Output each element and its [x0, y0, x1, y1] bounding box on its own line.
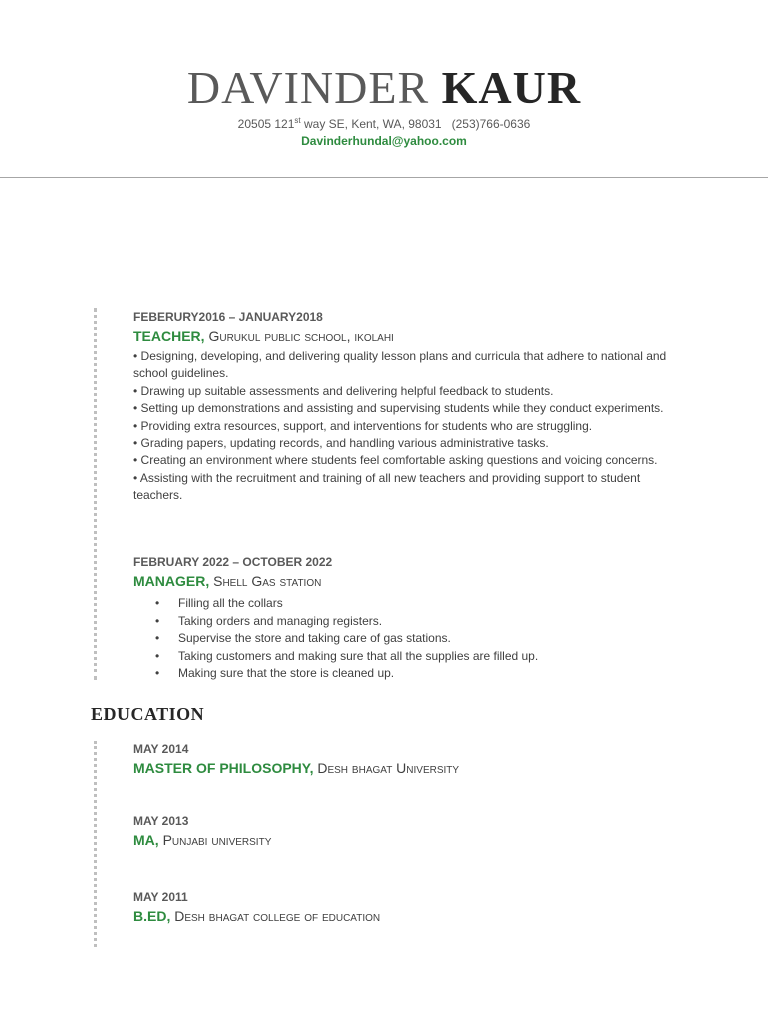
duty-text: Making sure that the store is cleaned up. [178, 666, 395, 681]
education-school: Desh bhagat University [317, 760, 460, 776]
address-rest: way SE, Kent, WA, 98031 (253)766-0636 [300, 117, 531, 131]
list-item [133, 665, 678, 683]
education-sidebar-line [94, 741, 97, 947]
duty-item: • Designing, developing, and delivering quality lesson plans and curricula that adhere to national and school guidelines. [133, 349, 667, 381]
education-degree: MASTER OF PHILOSOPHY, [133, 760, 314, 776]
education-title [133, 831, 678, 850]
education-date: MAY 2011 [133, 890, 188, 904]
address-ordinal: st [294, 116, 301, 125]
duty-item: • Providing extra resources, support, and interventions for students who are struggling. [133, 418, 593, 433]
duty-item: • Assisting with the recruitment and training of all new teachers and providing support to student teachers. [133, 470, 641, 503]
experience-entry-teacher [133, 309, 678, 505]
list-item [133, 648, 678, 666]
education-school: Desh bhagat college of education [174, 908, 381, 924]
education-school: Punjabi university [162, 832, 272, 848]
experience-role: TEACHER, [133, 328, 205, 344]
duty-text: Taking customers and making sure that all the supplies are filled up. [178, 648, 539, 663]
bullet-icon: • [155, 631, 160, 646]
experience-org: Shell Gas station [213, 573, 322, 589]
bullet-icon: • [155, 613, 160, 628]
last-name: KAUR [441, 62, 582, 113]
experience-duties-list [133, 595, 678, 683]
experience-date: FEBERURY2016 – JANUARY2018 [133, 310, 323, 324]
list-item [133, 595, 678, 613]
first-name: DAVINDER [186, 62, 430, 113]
duty-item: • Creating an environment where students feel comfortable asking questions and voicing concerns. [133, 453, 658, 468]
education-title [133, 759, 678, 778]
education-heading: EDUCATION [91, 704, 205, 724]
duty-item: • Grading papers, updating records, and handling various administrative tasks. [133, 436, 549, 451]
experience-org: Gurukul public school, ikolahi [208, 328, 394, 344]
header-divider [0, 177, 768, 178]
email-link[interactable]: Davinderhundal@yahoo.com [301, 134, 467, 148]
duty-text: Filling all the collars [178, 596, 283, 610]
education-title [133, 907, 678, 926]
contact-line [0, 116, 768, 132]
duty-text: Taking orders and managing registers. [178, 613, 383, 628]
education-entry [133, 741, 678, 778]
experience-role: MANAGER, [133, 573, 210, 589]
address-number: 20505 121 [237, 117, 295, 131]
experience-duties [133, 348, 678, 505]
education-entry [133, 813, 678, 850]
education-degree: MA, [133, 832, 159, 848]
education-date: MAY 2013 [133, 814, 189, 828]
education-degree: B.ED, [133, 908, 171, 924]
duty-item: • Setting up demonstrations and assisting and supervising students while they conduct experiments. [133, 401, 664, 416]
experience-title [133, 572, 678, 591]
duty-text: Supervise the store and taking care of gas stations. [178, 631, 451, 646]
experience-title [133, 327, 678, 346]
duty-item: • Drawing up suitable assessments and delivering helpful feedback to students. [133, 383, 554, 398]
education-entry [133, 889, 678, 926]
experience-sidebar-line [94, 308, 97, 680]
education-date: MAY 2014 [133, 742, 189, 756]
experience-entry-manager [133, 554, 678, 683]
bullet-icon: • [155, 666, 160, 681]
list-item [133, 630, 678, 648]
bullet-icon: • [155, 596, 160, 610]
experience-date: FEBRUARY 2022 – OCTOBER 2022 [133, 555, 333, 569]
bullet-icon: • [155, 648, 160, 663]
candidate-name [0, 62, 768, 114]
list-item [133, 613, 678, 631]
